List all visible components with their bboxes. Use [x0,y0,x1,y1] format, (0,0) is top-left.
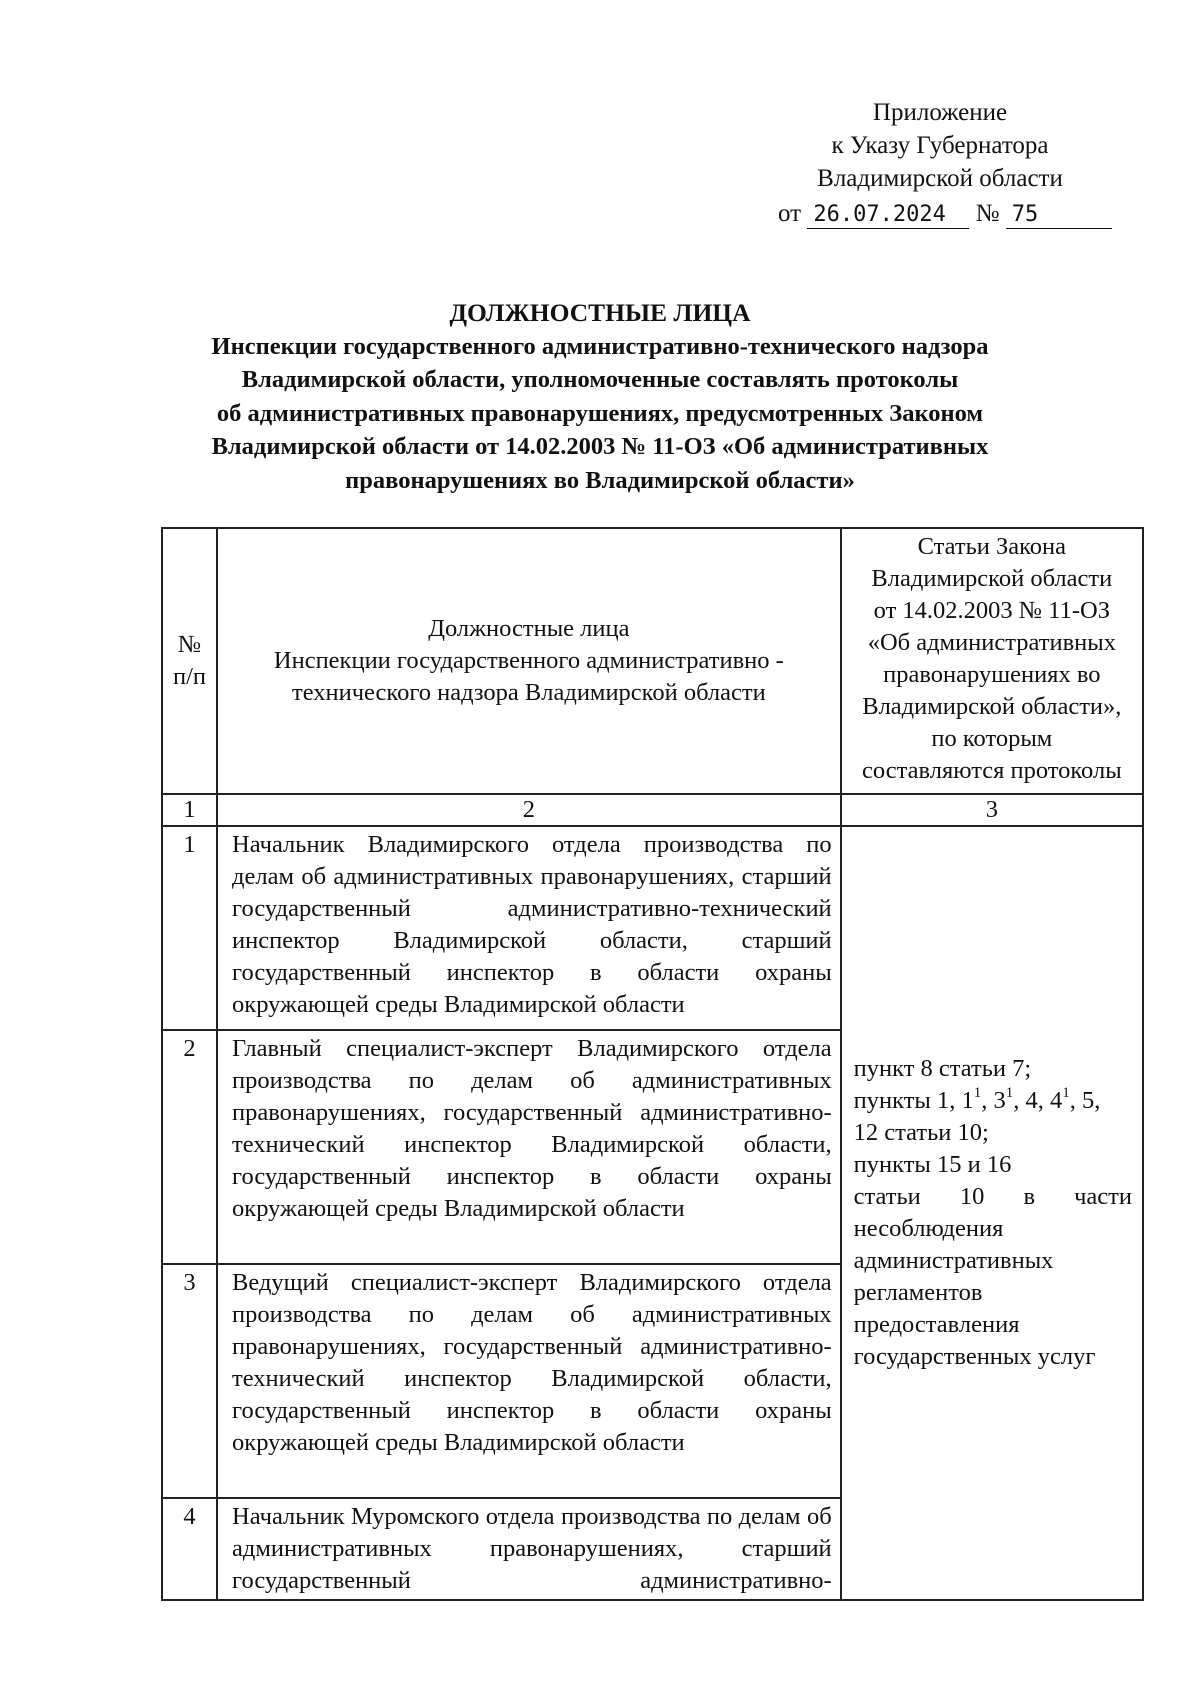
articles-text: , 5, [1069,1087,1101,1114]
superscript: 1 [1005,1084,1014,1101]
column-number-1: 1 [162,794,217,826]
column-number-2: 2 [217,794,841,826]
articles-line: предоставления [853,1311,1020,1338]
header-articles-cell [841,528,1143,794]
header-number-cell [162,528,217,794]
column-number-row [162,794,1143,826]
table-header-row [162,528,1143,794]
row-officials-text: Начальник Владимирского отдела производства по делам об административных правонарушениях, старший государственный административно-технический инспектор Владимирской области, старший государственный инспектор в области охраны окружающей среды Владимирской области [217,826,841,1030]
header-number-abbr: п/п [173,663,207,690]
row-officials-text: Ведущий специалист-эксперт Владимирского отдела производства по делам об административных правонарушениях, государственный административно-технический инспектор Владимирской области, государственный инспектор в области охраны окружающей среды Владимирской области [217,1264,841,1498]
header-articles-line: составляются протоколы [861,757,1122,784]
articles-line: 12 статьи 10; [853,1119,989,1146]
appendix-line-2: к Указу Губернатора [831,132,1049,159]
articles-line: пункт 8 статьи 7; [853,1055,1032,1082]
title-line-1: ДОЛЖНОСТНЫЕ ЛИЦА [449,298,751,327]
title-line-4: об административных правонарушениях, предусмотренных Законом [216,399,984,427]
articles-text: пункты 1, 1 [853,1087,974,1114]
row-officials-text: Главный специалист-эксперт Владимирского отдела производства по делам об административных правонарушениях, государственный административно-технический инспектор Владимирской области, государственный инспектор в области охраны окружающей среды Владимирской области [217,1030,841,1264]
articles-line: статьи 10 в части [853,1183,1132,1210]
header-articles-line: Статьи Закона [917,533,1067,560]
row-officials-text: Начальник Муромского отдела производства по делам об административных правонарушениях, старший государственный административно- [217,1498,841,1600]
header-articles-line: Владимирской области», [862,693,1122,720]
articles-line: административных [853,1247,1054,1274]
articles-line: государственных услуг [853,1343,1096,1370]
header-number-sign: № [177,631,202,658]
row-number: 2 [162,1030,217,1264]
header-officials-cell [217,528,841,794]
articles-line-points [854,1085,1132,1117]
articles-line: регламентов [853,1279,983,1306]
header-officials-line-1: Должностные лица [428,615,630,642]
superscript: 1 [1062,1084,1070,1101]
articles-text: , 4, 4 [1013,1087,1063,1114]
number-prefix: № [975,200,1000,227]
superscript: 1 [973,1084,982,1101]
header-officials-line-2: Инспекции государственного административно - [273,647,784,674]
header-articles-line: от 14.02.2003 № 11-ОЗ [873,597,1111,624]
articles-text: , 3 [981,1087,1006,1114]
row-number: 3 [162,1264,217,1498]
title-line-2: Инспекции государственного административно-технического надзора [211,332,989,360]
document-title [150,296,1050,497]
articles-line: несоблюдения [853,1215,1004,1242]
appendix-line-3: Владимирской области [817,165,1063,192]
decree-number: 75 [1006,202,1112,229]
header-articles-line: по которым [931,725,1053,752]
title-line-3: Владимирской области, уполномоченные составлять протоколы [241,366,959,393]
row-number: 4 [162,1498,217,1600]
date-prefix: от [778,200,802,227]
title-line-5: Владимирской области от 14.02.2003 № 11-ОЗ «Об административных [211,433,989,460]
header-articles-line: «Об административных [867,629,1116,656]
officials-table [161,527,1144,1601]
appendix-line-1: Приложение [872,99,1008,126]
row-number: 1 [162,826,217,1030]
decree-date: 26.07.2024 [807,202,969,229]
header-articles-line: правонарушениях во [883,661,1101,688]
header-officials-line-3: технического надзора Владимирской области [292,679,766,706]
articles-cell [841,826,1143,1600]
articles-line: пункты 15 и 16 [853,1151,1012,1178]
header-articles-line: Владимирской области [871,565,1113,592]
decree-date-number [778,200,1112,229]
title-line-6: правонарушениях во Владимирской области» [345,466,855,494]
table-row [162,826,1143,1030]
appendix-block [760,96,1120,195]
column-number-3: 3 [841,794,1143,826]
